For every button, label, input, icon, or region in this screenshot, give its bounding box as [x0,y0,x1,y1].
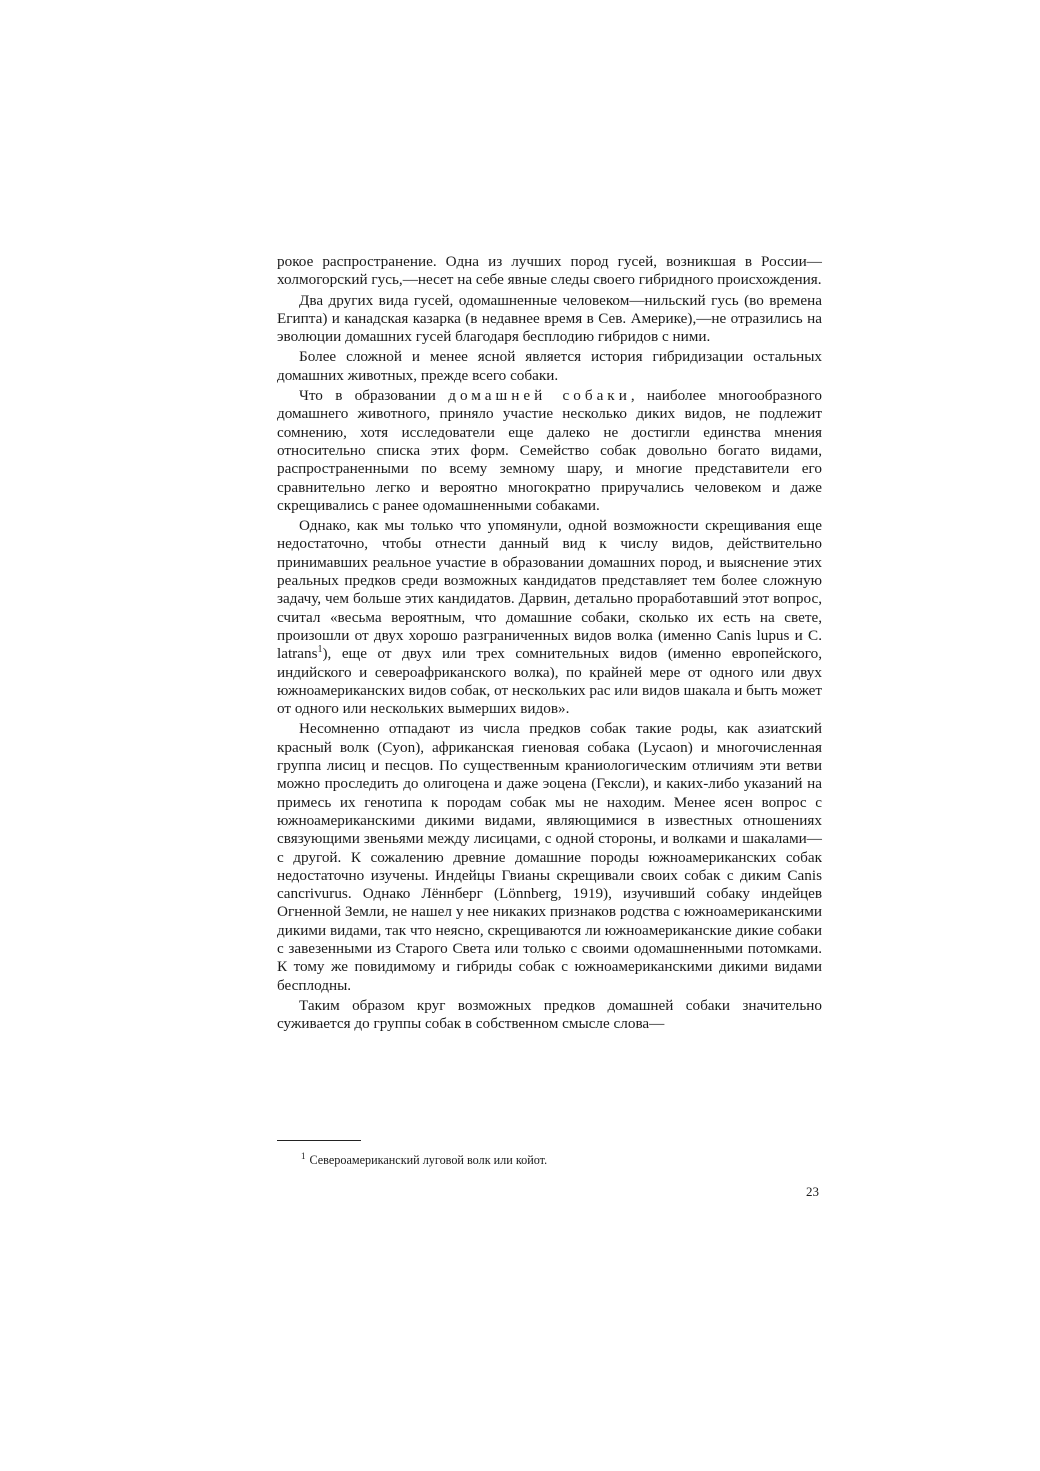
paragraph-4 [277,387,822,515]
page-number: 23 [806,1184,819,1199]
paragraph-7: Таким образом круг возможных предков домашней собаки значительно суживается до группы собак в собственном смысле слова— [277,996,822,1033]
paragraph-3: Более сложной и менее ясной является история гибридизации остальных домашних животных, прежде всего собаки. [277,348,822,384]
paragraph-4-end: , наиболее многообразного домашнего животного, приняло участие несколько диких видов, не подлежит сомнению, хотя исследователи еще далеко не достигли единства мнения относительно списка этих форм. Семейство собак довольно богато видами, распространенными по всему земному шару, и многие представители его сравнительно легко и вероятно многократно приручались человеком и даже скрещивались с ранее одомашненными собаками. [277,387,823,514]
paragraph-2: Два других вида гусей, одомашненные человеком—нильский гусь (во времена Египта) и канадская казарка (в недавнее время в Сев. Америке),—не отразились на эволюции домашних гусей благодаря бесплодию гибридов с ними. [277,291,822,346]
footnote-number: 1 [301,1150,306,1161]
paragraph-1: рокое распространение. Одна из лучших пород гусей, возникшая в России—холмогорский гусь,—несет на себе явные следы своего гибридного происхождения. [277,253,822,289]
paragraph-4-start: Что в образовании [299,387,449,405]
footnote [301,1150,821,1168]
spaced-emphasis: домашней собаки [448,387,631,405]
paragraph-5-end: ), еще от двух или трех сомнительных видов (именно европейского, индийского и североафриканского волка), по крайней мере от одного или двух южноамериканских видов собак, от нескольких рас или видов шакала и быть может от одного или нескольких вымерших видов». [277,645,822,718]
paragraph-5-start: Однако, как мы только что упомянули, одной возможности скрещивания еще недостаточно, чтобы отнести данный вид к числу видов, действительно принимавших реальное участие в образовании домашних пород, и выяснение этих реальных предков среди возможных кандидатов представляет тем более сложную задачу, чем больше этих кандидатов. Дарвин, детально проработавший этот вопрос, считал «весьма вероятным, что домашние собаки, сколько их есть на свете, произошли от двух хорошо разграниченных видов волка (именно Canis lupus и C. latrans [277,517,822,663]
body-text [277,253,822,1035]
footnote-reference[interactable]: 1 [317,644,323,656]
paragraph-6: Несомненно отпадают из числа предков собак такие роды, как азиатский красный волк (Cyon), африканская гиеновая собака (Lycaon) и многочисленная группа лисиц и песцов. По существенным краниологическим отличиям эти ветви можно проследить до олигоцена и даже эоцена (Гексли), и каких-либо указаний на примесь их генотипа к породам собак мы не находим. Менее ясен вопрос с южноамериканскими дикими видами, являющимися в известных отношениях связующими звеньями между лисицами, с одной стороны, и волками и шакалами—с другой. К сожалению древние домашние породы южноамериканских собак недостаточно изучены. Индейцы Гвианы скрещивали своих собак с диким Canis cancrivurus. Однако Лённберг (Lönnberg, 1919), изучивший собаку индейцев Огненной Земли, не нашел у нее никаких признаков родства с южноамериканскими дикими видами, так что неясно, скрещиваются ли южноамериканские дикие собаки с завезенными из Старого Света или только с своими одомашненными потомками. К тому же повидимому и гибриды собак с южноамериканскими дикими видами бесплодны. [277,720,822,994]
footnote-text: Североамериканский луговой волк или койот. [309,1153,548,1167]
footnote-divider [277,1140,361,1141]
paragraph-5 [277,517,822,718]
